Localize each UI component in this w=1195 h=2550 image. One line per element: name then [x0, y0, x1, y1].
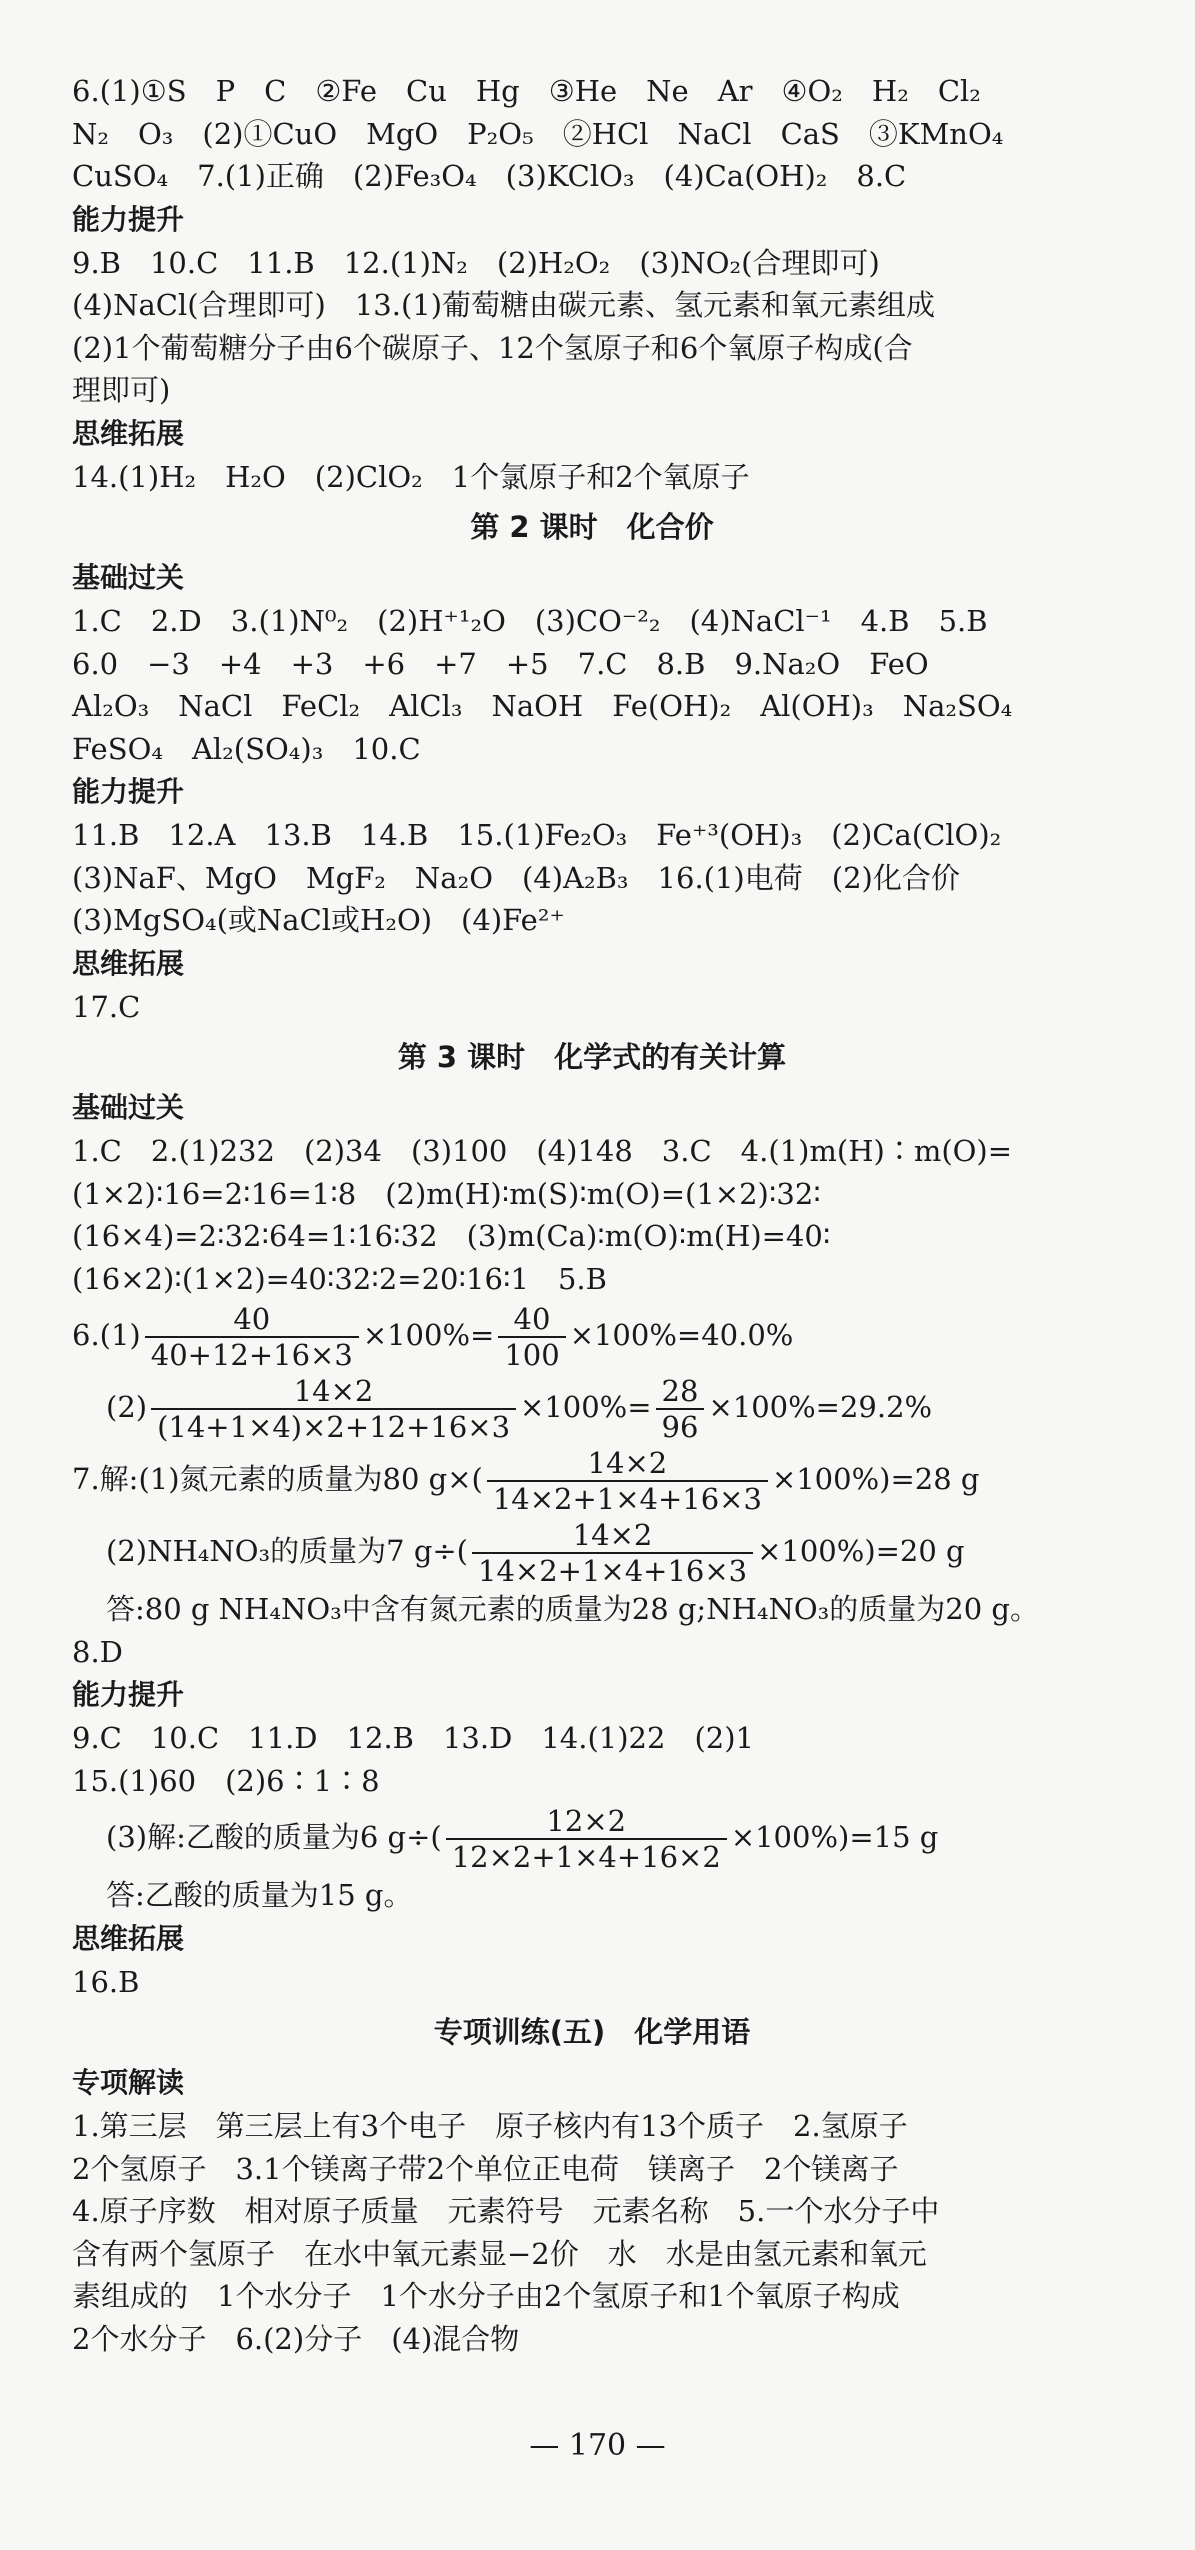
fraction — [498, 1302, 565, 1372]
answer-line: 答:乙酸的质量为15 g。 — [106, 1878, 413, 1912]
formula-text: 7.解:(1)氮元素的质量为80 g×( — [72, 1462, 483, 1496]
text-line: (3)NaF、MgO MgF₂ Na₂O (4)A₂B₃ 16.(1)电荷 (2)化合价 — [72, 860, 960, 895]
text-line: 理即可) — [72, 373, 171, 407]
text-line: 2个氢原子 3.1个镁离子带2个单位正电荷 镁离子 2个镁离子 — [72, 2151, 899, 2186]
fraction-denominator: 96 — [656, 1408, 705, 1444]
section-heading: 能力提升 — [72, 202, 185, 236]
text-line: 14.(1)H₂ H₂O (2)ClO₂ 1个氯原子和2个氧原子 — [72, 459, 750, 494]
fraction — [487, 1446, 768, 1516]
text-line: (3)MgSO₄(或NaCl或H₂O) (4)Fe²⁺ — [72, 903, 565, 937]
answer-page — [72, 70, 1112, 2360]
text-line: 1.第三层 第三层上有3个电子 原子核内有13个质子 2.氢原子 — [72, 2109, 908, 2143]
fraction-denominator: 14×2+1×4+16×3 — [472, 1552, 753, 1588]
lesson-title: 专项训练(五) 化学用语 — [433, 2015, 751, 2049]
fraction-numerator: 14×2 — [587, 1446, 668, 1480]
text-line: (16×4)=2∶32∶64=1∶16∶32 (3)m(Ca)∶m(O)∶m(H)=40∶ — [72, 1219, 831, 1253]
formula-text: ×100%=40.0% — [569, 1318, 794, 1352]
formula-text: 6.(1) — [72, 1318, 141, 1352]
text-line: 11.B 12.A 13.B 14.B 15.(1)Fe₂O₃ Fe⁺³(OH)₃ (2)Ca(ClO)₂ — [72, 818, 1002, 852]
text-line: 6.(1)①S P C ②Fe Cu Hg ③He Ne Ar ④O₂ H₂ Cl₂ — [72, 74, 981, 108]
fraction-numerator: 40 — [233, 1302, 271, 1336]
formula-line — [72, 1802, 1112, 1874]
section-heading: 思维拓展 — [72, 1921, 185, 1955]
fraction — [472, 1518, 753, 1588]
fraction-denominator: 40+12+16×3 — [145, 1336, 359, 1372]
text-line: Al₂O₃ NaCl FeCl₂ AlCl₃ NaOH Fe(OH)₂ Al(OH)₃ Na₂SO₄ — [72, 689, 1013, 723]
text-line: 9.B 10.C 11.B 12.(1)N₂ (2)H₂O₂ (3)NO₂(合理即可) — [72, 245, 880, 280]
formula-text: ×100%)=15 g — [730, 1820, 939, 1854]
section-heading: 基础过关 — [72, 561, 185, 594]
formula-text: (2)NH₄NO₃的质量为7 g÷( — [106, 1534, 468, 1568]
formula-text: ×100%)=20 g — [757, 1534, 965, 1568]
lesson-title: 第 2 课时 化合价 — [470, 510, 714, 544]
fraction-denominator: (14+1×4)×2+12+16×3 — [151, 1408, 516, 1444]
text-line: 16.B — [72, 1964, 140, 1999]
fraction — [151, 1374, 516, 1444]
text-line: 素组成的 1个水分子 1个水分子由2个氢原子和1个氧原子构成 — [72, 2279, 900, 2313]
text-line: 6.0 −3 +4 +3 +6 +7 +5 7.C 8.B 9.Na₂O FeO — [72, 646, 929, 681]
text-line: 1.C 2.D 3.(1)N⁰₂ (2)H⁺¹₂O (3)CO⁻²₂ (4)NaCl⁻¹ 4.B 5.B — [72, 604, 988, 638]
text-line: 17.C — [72, 989, 141, 1024]
text-line: (4)NaCl(合理即可) 13.(1)葡萄糖由碳元素、氢元素和氧元素组成 — [72, 288, 936, 322]
fraction-denominator: 14×2+1×4+16×3 — [487, 1480, 768, 1516]
answer-line: 答:80 g NH₄NO₃中含有氮元素的质量为28 g;NH₄NO₃的质量为20 g。 — [106, 1592, 1039, 1626]
formula-text: ×100%= — [362, 1318, 495, 1352]
text-line: 1.C 2.(1)232 (2)34 (3)100 (4)148 3.C 4.(1)m(H)∶m(O)= — [72, 1134, 1013, 1168]
section-heading: 能力提升 — [72, 775, 185, 808]
section-heading: 基础过关 — [72, 1091, 185, 1124]
text-line: (1×2)∶16=2∶16=1∶8 (2)m(H)∶m(S)∶m(O)=(1×2)∶32∶ — [72, 1176, 821, 1211]
formula-text: ×100%)=28 g — [771, 1462, 980, 1496]
text-line: 9.C 10.C 11.D 12.B 13.D 14.(1)22 (2)1 — [72, 1721, 754, 1755]
formula-line — [72, 1300, 1112, 1372]
text-line: 2个水分子 6.(2)分子 (4)混合物 — [72, 2321, 520, 2356]
fraction-denominator: 12×2+1×4+16×2 — [446, 1838, 727, 1874]
fraction — [145, 1302, 359, 1372]
section-heading: 思维拓展 — [72, 946, 185, 980]
page-number: — 170 — — [529, 2428, 666, 2463]
section-heading: 思维拓展 — [72, 416, 185, 450]
formula-text: (2) — [106, 1390, 148, 1424]
text-line: N₂ O₃ (2)①CuO MgO P₂O₅ ②HCl NaCl CaS ③KMnO₄ — [72, 116, 1004, 151]
formula-text: ×100%=29.2% — [708, 1390, 933, 1424]
section-heading: 专项解读 — [72, 2066, 185, 2099]
fraction — [656, 1374, 705, 1444]
text-line: 8.D — [72, 1634, 123, 1669]
text-line: FeSO₄ Al₂(SO₄)₃ 10.C — [72, 731, 421, 766]
text-line: (2)1个葡萄糖分子由6个碳原子、12个氢原子和6个氧原子构成(合 — [72, 330, 913, 365]
fraction-numerator: 28 — [661, 1374, 699, 1408]
text-line: (16×2)∶(1×2)=40∶32∶2=20∶16∶1 5.B — [72, 1261, 607, 1296]
text-line: 含有两个氢原子 在水中氧元素显−2价 水 水是由氢元素和氧元 — [72, 2236, 927, 2271]
formula-line — [72, 1516, 1112, 1588]
formula-line — [72, 1372, 1112, 1444]
fraction-numerator: 12×2 — [546, 1804, 627, 1838]
formula-text: ×100%= — [520, 1390, 652, 1424]
text-line: 15.(1)60 (2)6∶1∶8 — [72, 1763, 380, 1798]
fraction-numerator: 14×2 — [572, 1518, 653, 1552]
lesson-title: 第 3 课时 化学式的有关计算 — [397, 1040, 787, 1074]
formula-text: (3)解:乙酸的质量为6 g÷( — [106, 1820, 442, 1854]
fraction — [446, 1804, 727, 1874]
fraction-denominator: 100 — [498, 1336, 565, 1372]
text-line: CuSO₄ 7.(1)正确 (2)Fe₃O₄ (3)KClO₃ (4)Ca(OH)₂ 8.C — [72, 159, 907, 193]
section-heading: 能力提升 — [72, 1678, 185, 1711]
fraction-numerator: 14×2 — [293, 1374, 374, 1408]
formula-line — [72, 1444, 1112, 1516]
fraction-numerator: 40 — [513, 1302, 551, 1336]
text-line: 4.原子序数 相对原子质量 元素符号 元素名称 5.一个水分子中 — [72, 2194, 940, 2228]
